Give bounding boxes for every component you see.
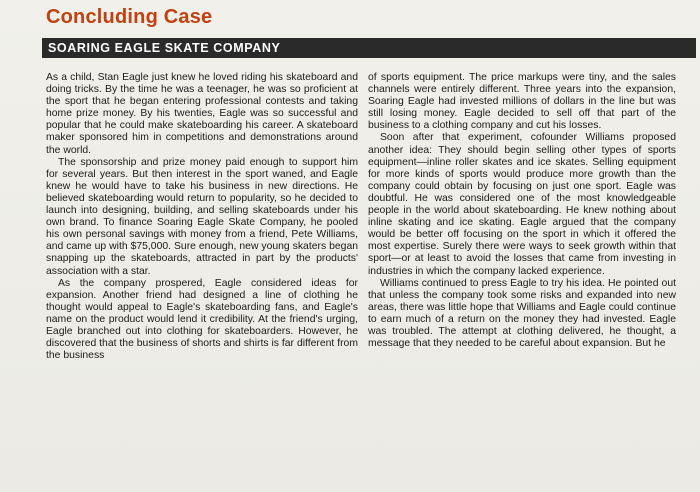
section-heading: Concluding Case	[46, 6, 213, 28]
paragraph: Williams continued to press Eagle to try his idea. He pointed out that unless the company took some risks and expanded into new areas, there was little hope that Williams and Eagle could continue to earn much of a return on the money they had invested. Eagle was troubled. The attempt at clothing delivered, he thought, a message that they needed to be careful about expansion. But he	[368, 277, 676, 350]
paragraph: of sports equipment. The price markups were tiny, and the sales channels were entirely different. Three years into the expansion, Soaring Eagle had invested millions of dollars in the line but was still losing money. Eagle decided to sell off that part of the business to a clothing company and cut his losses.	[368, 72, 676, 132]
paragraph: As the company prospered, Eagle considered ideas for expansion. Another friend had designed a line of clothing he thought would appeal to Eagle's skateboarding fans, and Eagle's name on the product would lend it credibility. At the friend's urging, Eagle branched out into clothing for skateboarders. However, he discovered that the business of shorts and shirts is far different from the business	[46, 277, 358, 362]
case-title-bar: SOARING EAGLE SKATE COMPANY	[42, 38, 696, 58]
paragraph: As a child, Stan Eagle just knew he loved riding his skateboard and doing tricks. By the time he was a teenager, he was so proficient at the sport that he began entering professional contests and taking home prize money. By his twenties, Eagle was so successful and popular that he could make skateboarding his career. A skateboard maker sponsored him in competitions and demonstrations around the world.	[46, 72, 358, 156]
paragraph: The sponsorship and prize money paid enough to support him for several years. But then interest in the sport waned, and Eagle knew he would have to take his business in new directions. He believed skateboarding would return to popularity, so he decided to launch into designing, building, and selling skateboards under his own brand. To finance Soaring Eagle Skate Company, he pooled his own personal savings with money from a friend, Pete Williams, and came up with $75,000. Sure enough, new young skaters began snapping up the skateboards, attracted in part by the products' association with a star.	[46, 156, 358, 277]
paragraph: Soon after that experiment, cofounder Williams proposed another idea: They should begin selling other types of sports equipment—inline roller skates and ice skates. Selling equipment for more kinds of sports would produce more growth than the company could obtain by focusing on just one sport. Eagle was doubtful. He was considered one of the most knowledgeable people in the world about skateboarding. He knew nothing about inline skating and ice skating. Eagle argued that the company would be better off focusing on the sport in which it offered the most expertise. Surely there were ways to seek growth within that sport—or at least to avoid the losses that came from investing in industries in which the company lacked experience.	[368, 132, 676, 277]
left-column	[46, 72, 358, 362]
right-column	[368, 72, 676, 350]
